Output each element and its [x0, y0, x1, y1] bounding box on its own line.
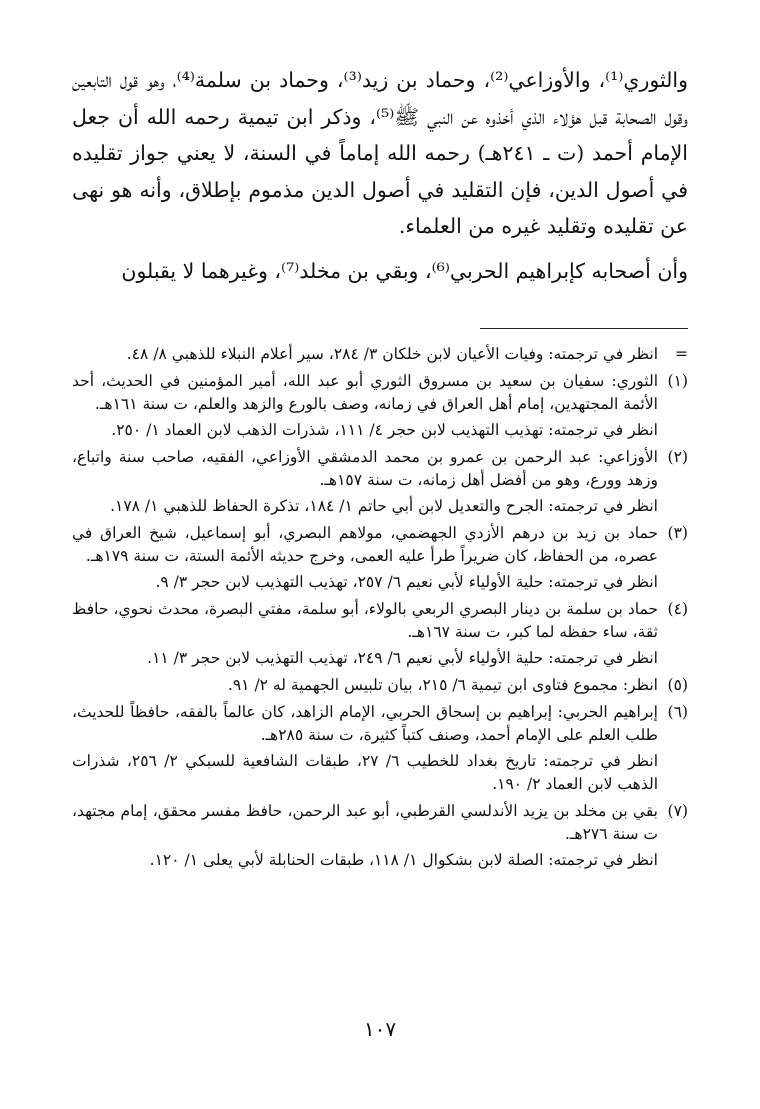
- footnote-1: [72, 370, 688, 442]
- footnote-number: (٣): [667, 524, 688, 542]
- footnote-body: [72, 370, 658, 442]
- footnote-body: [72, 343, 658, 366]
- footnote-text: إبراهيم الحربي: إبراهيم بن إسحاق الحربي، الإمام الزاهد، كان عالماً بالفقه، حافظاً للحديث، طلب العلم على الإمام أحمد، وصنف كتباً كثيرة، ت سنة ٢٨٥هـ.: [72, 703, 658, 744]
- footnote-reference: انظر في ترجمته: حلية الأولياء لأبي نعيم ٦/ ٢٥٧، تهذيب التهذيب لابن حجر ٣/ ٩.: [155, 573, 658, 591]
- footnotes: [72, 343, 688, 876]
- footnote-2: [72, 446, 688, 518]
- page-number: ١٠٧: [363, 1017, 397, 1041]
- footnote-text: حماد بن زيد بن درهم الأزدي الجهضمي، مولاهم البصري، أبو إسماعيل، شيخ العراق في عصره، من الحفاظ، كان ضريراً طرأ عليه العمى، وخرج حديثه الأئمة الستة، ت سنة ١٧٩هـ.: [72, 524, 658, 565]
- footnote-body: [72, 446, 658, 518]
- footnote-text: انظر في ترجمته: وفيات الأعيان لابن خلكان ٣/ ٢٨٤، سير أعلام النبلاء للذهبي ٨/ ٤٨.: [126, 345, 658, 363]
- footnote-reference: انظر في ترجمته: حلية الأولياء لأبي نعيم ٦/ ٢٤٩، تهذيب التهذيب لابن حجر ٣/ ١١.: [147, 649, 658, 667]
- footnote-number: (٢): [667, 448, 688, 466]
- footnote-5: [72, 674, 688, 697]
- footnote-reference: انظر في ترجمته: الجرح والتعديل لابن أبي حاتم ١/ ١٨٤، تذكرة الحفاظ للذهبي ١/ ١٧٨.: [110, 497, 658, 515]
- footnote-4: [72, 598, 688, 670]
- footnote-body: [72, 674, 658, 697]
- footnote-continuation: [72, 343, 688, 366]
- footnote-text: حماد بن سلمة بن دينار البصري الربعي بالولاء، أبو سلمة، مفتي البصرة، محدث نحوي، حافظ ثقة، ساء حفظه لما كبر، ت سنة ١٦٧هـ.: [72, 600, 658, 641]
- footnote-6: [72, 701, 688, 796]
- footnote-number: (٥): [667, 676, 688, 694]
- page: [72, 62, 688, 1109]
- footnote-number: (٦): [667, 703, 688, 721]
- footnote-reference: انظر في ترجمته: تاريخ بغداد للخطيب ٦/ ٢٧، طبقات الشافعية للسبكي ٢/ ٢٥٦، شذرات الذهب لابن العماد ٢/ ١٩٠.: [72, 752, 658, 793]
- footnote-reference: انظر في ترجمته: الصلة لابن بشكوال ١/ ١١٨، طبقات الحنابلة لأبي يعلى ١/ ١٢٠.: [149, 851, 658, 869]
- footnote-body: [72, 800, 658, 872]
- footnote-text: الأوزاعي: عبد الرحمن بن عمرو بن محمد الدمشقي الأوزاعي، الفقيه، صاحب سنة واتباع، وزهد وورع، وهو من أفضل أهل زمانه، ت سنة ١٥٧هـ.: [72, 448, 658, 489]
- footnote-number: (٧): [667, 802, 688, 820]
- footnote-7: [72, 800, 688, 872]
- footnote-3: [72, 522, 688, 594]
- footnote-number: (١): [667, 372, 688, 390]
- footnote-text: انظر: مجموع فتاوى ابن تيمية ٦/ ٢١٥، بيان تلبيس الجهمية له ٢/ ٩١.: [227, 676, 658, 694]
- main-text: [72, 62, 688, 289]
- footnote-reference: انظر في ترجمته: تهذيب التهذيب لابن حجر ٤/ ١١١، شذرات الذهب لابن العماد ١/ ٢٥٠.: [111, 421, 658, 439]
- footnote-separator: [480, 328, 688, 329]
- footnote-body: [72, 598, 658, 670]
- footnote-text: الثوري: سفيان بن سعيد بن مسروق الثوري أبو عبد الله، أمير المؤمنين في الحديث، أحد الأئمة المجتهدين، إمام أهل العراق في زمانه، وصف بالورع والزهد والعلم، ت سنة ١٦١هـ.: [72, 372, 658, 413]
- footnote-body: [72, 522, 658, 594]
- footnote-number: (٤): [667, 600, 688, 618]
- main-paragraph-2: وأن أصحابه كإبراهيم الحربي⁽⁶⁾، وبقي بن مخلد⁽⁷⁾، وغيرهما لا يقبلون: [121, 258, 688, 283]
- footnote-number: =: [675, 345, 688, 363]
- footnote-body: [72, 701, 658, 796]
- footnote-text: بقي بن مخلد بن يزيد الأندلسي القرطبي، أبو عبد الرحمن، حافظ مفسر محقق، إمام مجتهد، ت سنة ٢٧٦هـ.: [72, 802, 658, 843]
- main-paragraph-1: والثوري⁽¹⁾، والأوزاعي⁽²⁾، وحماد بن زيد⁽³⁾، وحماد بن سلمة⁽⁴⁾، وهو قول التابعين وقول الصحابة قبل هؤلاء الذي أخذوه عن النبي ﷺ⁽⁵⁾، وذكر ابن تيمية رحمه الله أن جعل الإمام أحمد (ت ـ ٢٤١هـ) رحمه الله إماماً في السنة، لا يعني جواز تقليده في أصول الدين، فإن التقليد في أصول الدين مذموم بإطلاق، وأنه هو نهى عن تقليده وتقليد غيره من العلماء.: [72, 68, 689, 238]
